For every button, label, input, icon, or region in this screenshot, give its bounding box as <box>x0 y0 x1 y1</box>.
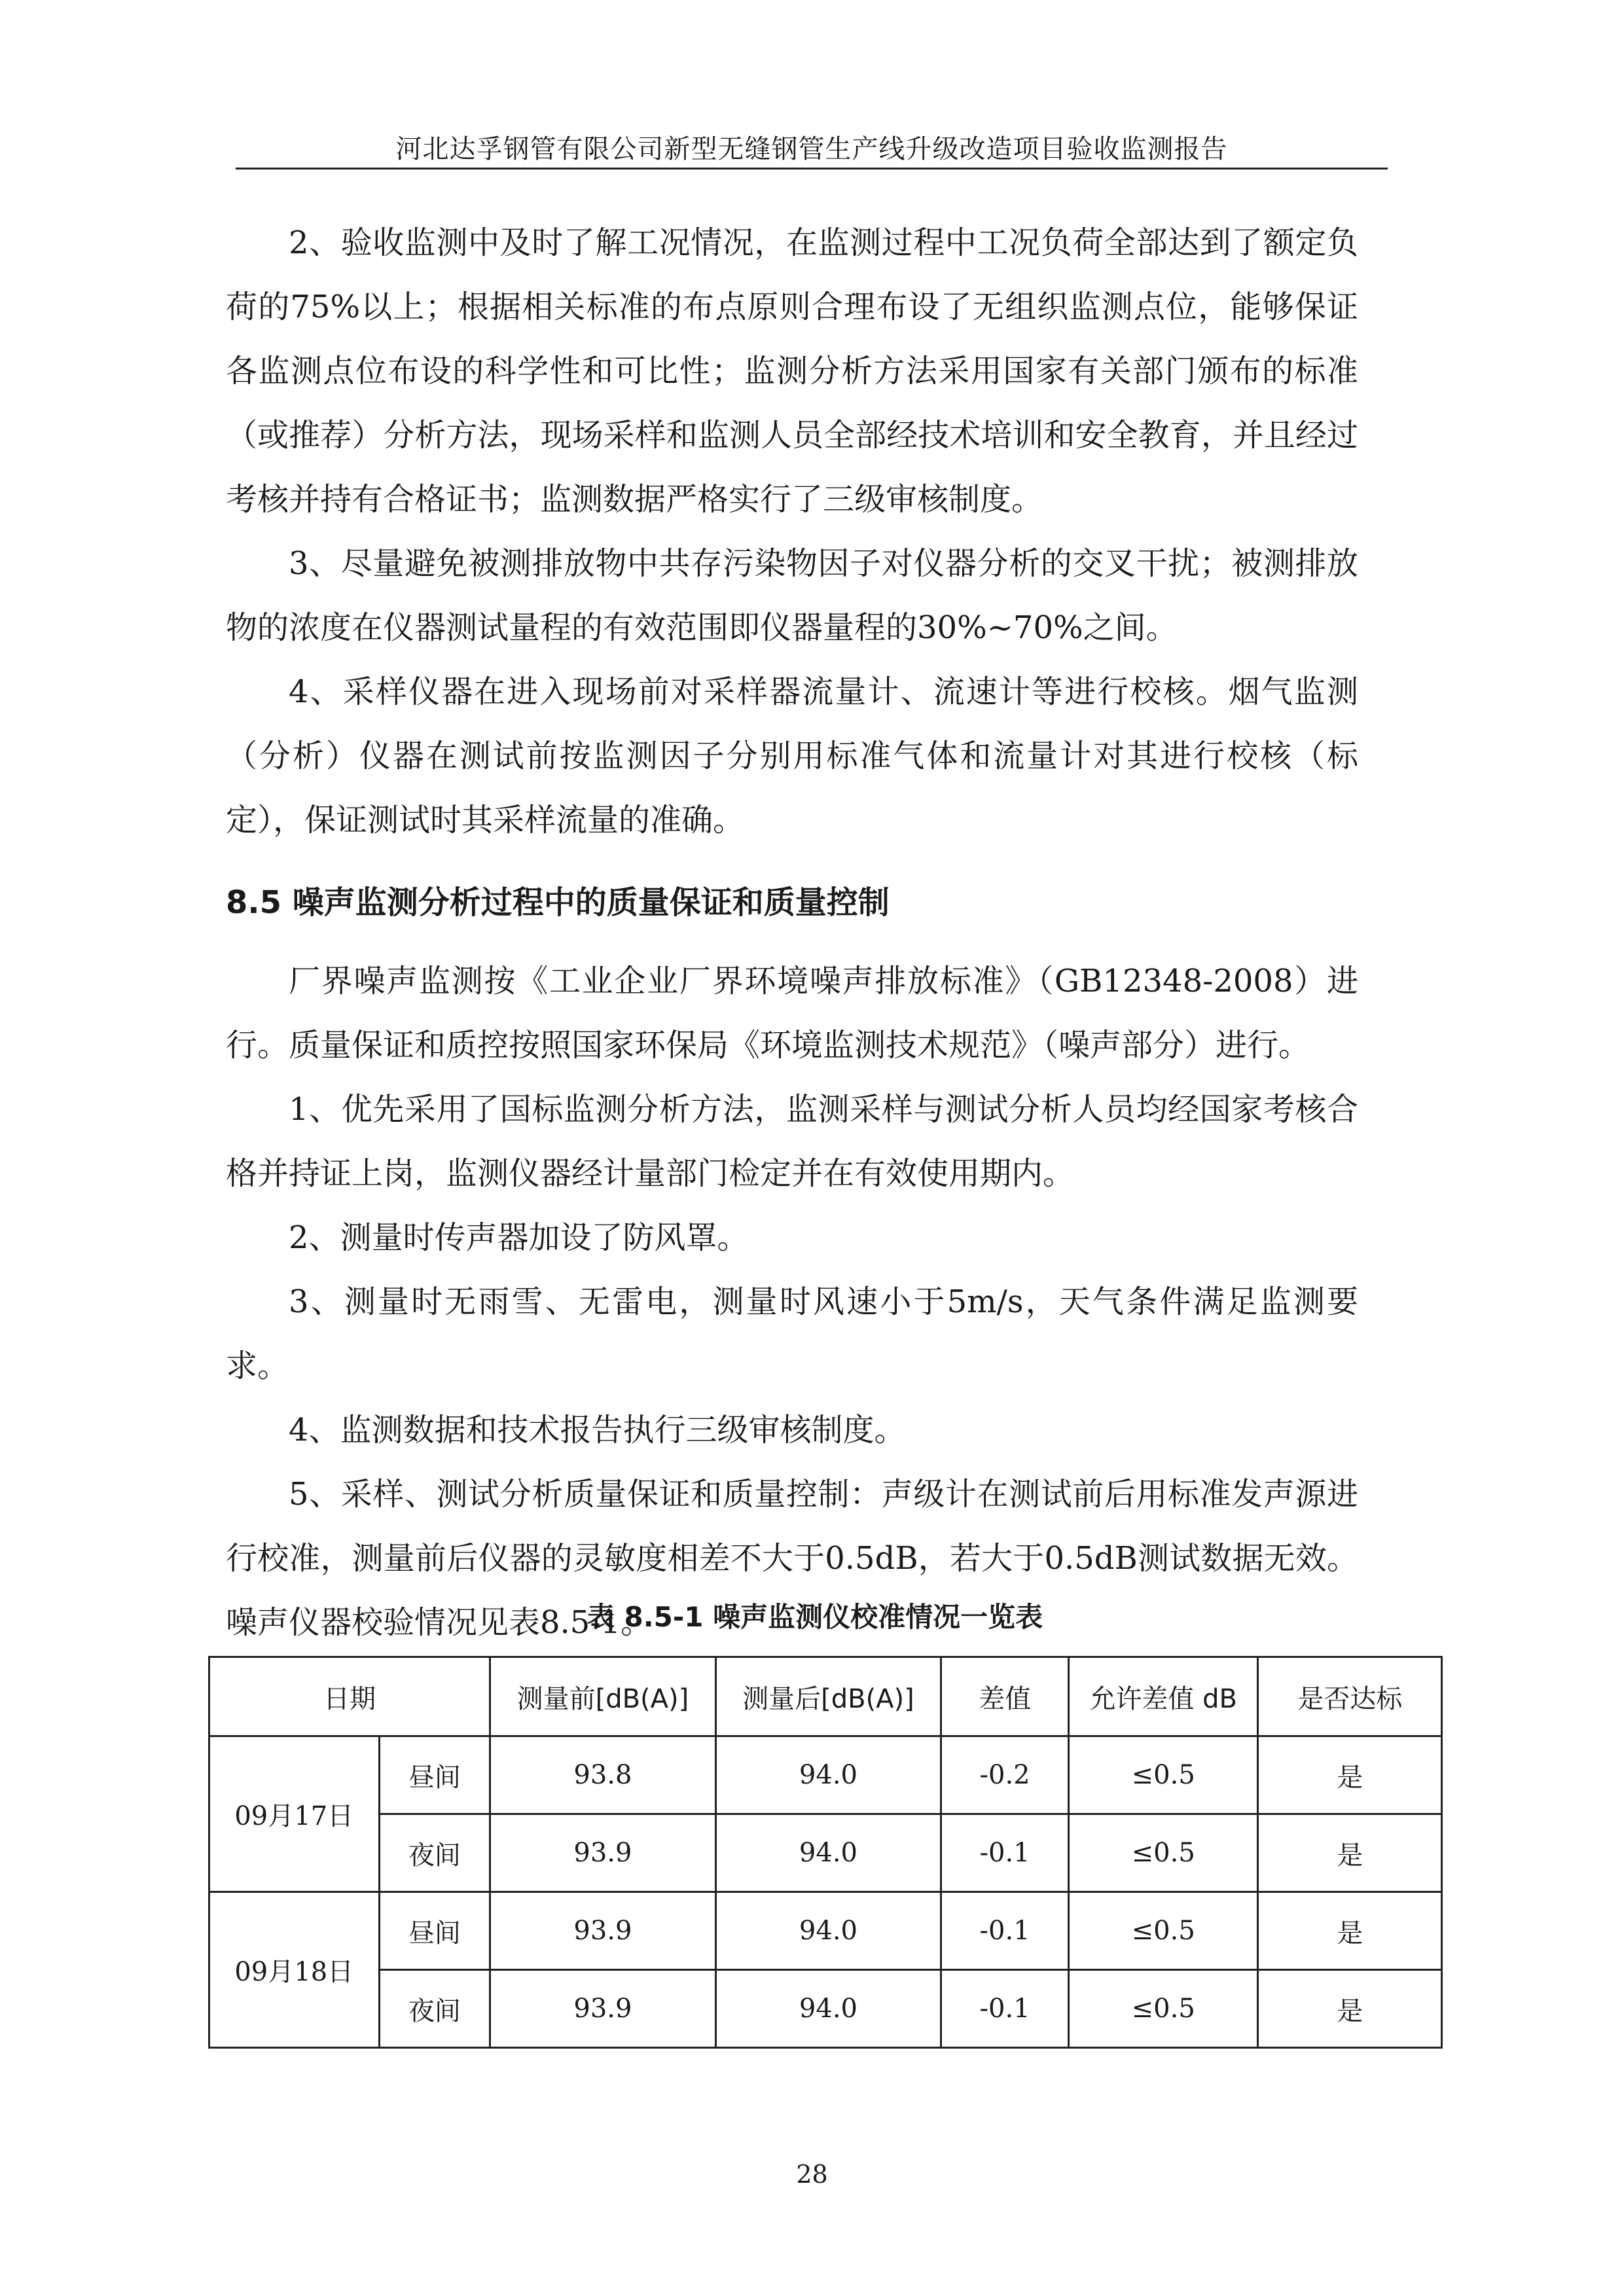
cell-diff: -0.1 <box>941 1892 1069 1970</box>
cell-before: 93.8 <box>490 1736 716 1814</box>
header-before: 测量前[dB(A)] <box>490 1657 716 1736</box>
body-top <box>226 211 1358 852</box>
calibration-table <box>208 1656 1443 2049</box>
cell-after: 94.0 <box>715 1892 941 1970</box>
header-divider <box>236 168 1388 170</box>
cell-period: 昼间 <box>379 1892 490 1970</box>
header-date: 日期 <box>209 1657 490 1736</box>
cell-pass: 是 <box>1258 1970 1442 2048</box>
table-header-row <box>209 1657 1442 1736</box>
cell-allowed: ≤0.5 <box>1068 1814 1258 1892</box>
table-row <box>209 1970 1442 2048</box>
section-heading: 8.5 噪声监测分析过程中的质量保证和质量控制 <box>226 884 890 921</box>
cell-diff: -0.1 <box>941 1970 1069 2048</box>
paragraph: 3、测量时无雨雪、无雷电，测量时风速小于5m/s，天气条件满足监测要求。 <box>226 1283 1358 1384</box>
page-header-title: 河北达孚钢管有限公司新型无缝钢管生产线升级改造项目验收监测报告 <box>395 134 1228 164</box>
cell-diff: -0.2 <box>941 1736 1069 1814</box>
cell-before: 93.9 <box>490 1892 716 1970</box>
cell-after: 94.0 <box>715 1970 941 2048</box>
cell-pass: 是 <box>1258 1736 1442 1814</box>
header-after: 测量后[dB(A)] <box>715 1657 941 1736</box>
cell-period: 夜间 <box>379 1970 490 2048</box>
cell-allowed: ≤0.5 <box>1068 1892 1258 1970</box>
paragraph: 5、采样、测试分析质量保证和质量控制：声级计在测试前后用标准发声源进行校准，测量前后仪器的灵敏度相差不大于0.5dB，若大于0.5dB测试数据无效。噪声仪器校验情况见表8.5-1。 <box>226 1476 1358 1641</box>
body-section <box>226 949 1358 1655</box>
header-diff: 差值 <box>941 1657 1069 1736</box>
paragraph: 1、优先采用了国标监测分析方法，监测采样与测试分析人员均经国家考核合格并持证上岗，监测仪器经计量部门检定并在有效使用期内。 <box>226 1091 1358 1192</box>
cell-diff: -0.1 <box>941 1814 1069 1892</box>
table-row <box>209 1736 1442 1814</box>
table-row <box>209 1892 1442 1970</box>
paragraph: 3、尽量避免被测排放物中共存污染物因子对仪器分析的交叉干扰；被测排放物的浓度在仪器测试量程的有效范围即仪器量程的30%~70%之间。 <box>226 545 1358 646</box>
paragraph: 2、验收监测中及时了解工况情况，在监测过程中工况负荷全部达到了额定负荷的75%以上；根据相关标准的布点原则合理布设了无组织监测点位，能够保证各监测点位布设的科学性和可比性；监测分析方法采用国家有关部门颁布的标准（或推荐）分析方法，现场采样和监测人员全部经技术培训和安全教育，并且经过考核并持有合格证书；监测数据严格实行了三级审核制度。 <box>226 224 1358 518</box>
cell-pass: 是 <box>1258 1814 1442 1892</box>
cell-before: 93.9 <box>490 1814 716 1892</box>
paragraph: 厂界噪声监测按《工业企业厂界环境噪声排放标准》（GB12348-2008）进行。质量保证和质控按照国家环保局《环境监测技术规范》（噪声部分）进行。 <box>226 963 1358 1064</box>
cell-after: 94.0 <box>715 1736 941 1814</box>
cell-date: 09月17日 <box>209 1736 380 1892</box>
cell-after: 94.0 <box>715 1814 941 1892</box>
cell-pass: 是 <box>1258 1892 1442 1970</box>
cell-period: 昼间 <box>379 1736 490 1814</box>
paragraph: 4、监测数据和技术报告执行三级审核制度。 <box>289 1412 906 1448</box>
cell-period: 夜间 <box>379 1814 490 1892</box>
cell-date: 09月18日 <box>209 1892 380 2048</box>
cell-allowed: ≤0.5 <box>1068 1736 1258 1814</box>
table-caption: 表 8.5-1 噪声监测仪校准情况一览表 <box>586 1601 1043 1633</box>
cell-before: 93.9 <box>490 1970 716 2048</box>
cell-allowed: ≤0.5 <box>1068 1970 1258 2048</box>
page-number: 28 <box>796 2160 828 2189</box>
paragraph: 4、采样仪器在进入现场前对采样器流量计、流速计等进行校核。烟气监测（分析）仪器在测试前按监测因子分别用标准气体和流量计对其进行校核（标定），保证测试时其采样流量的准确。 <box>226 673 1358 838</box>
paragraph: 2、测量时传声器加设了防风罩。 <box>289 1219 749 1256</box>
header-pass: 是否达标 <box>1258 1657 1442 1736</box>
header-allowed: 允许差值 dB <box>1068 1657 1258 1736</box>
table-row <box>209 1814 1442 1892</box>
